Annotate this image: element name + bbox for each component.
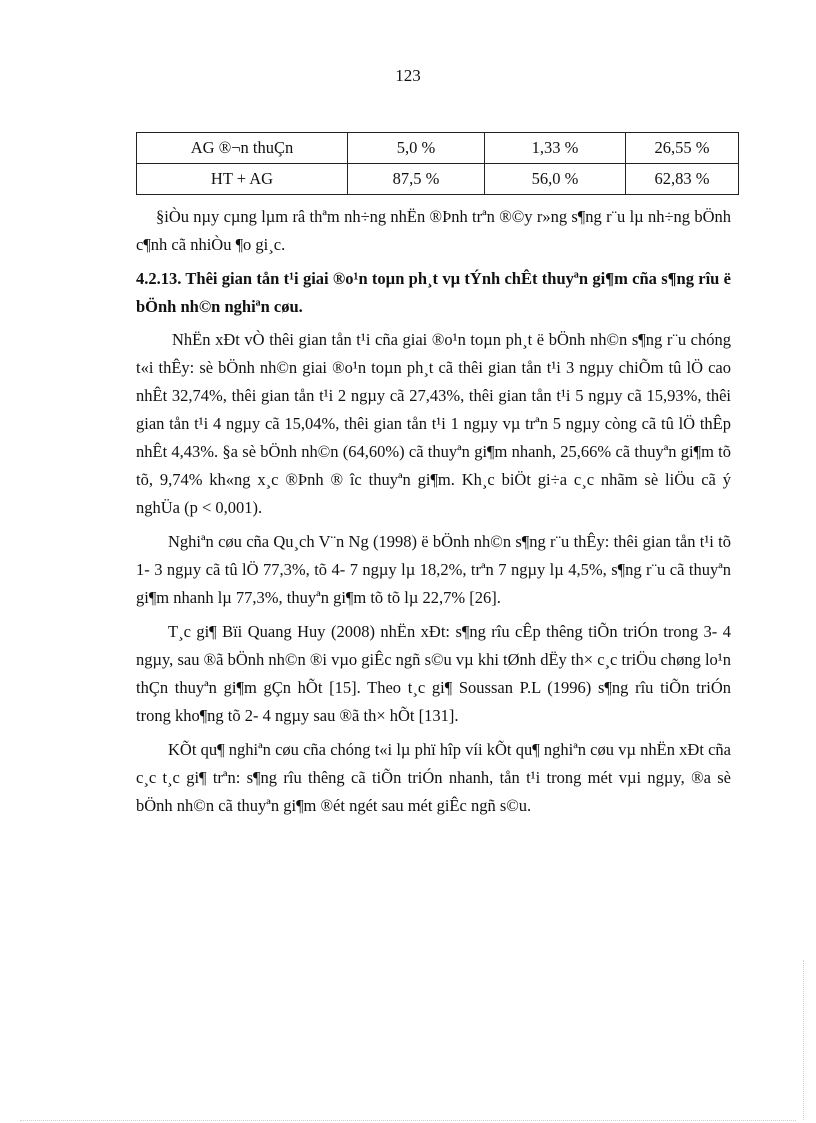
body-text xyxy=(136,203,731,826)
table-cell: 26,55 % xyxy=(626,133,739,164)
page-border-dotted xyxy=(20,1120,796,1121)
table-cell: 5,0 % xyxy=(348,133,485,164)
table-cell: 62,83 % xyxy=(626,164,739,195)
table-cell: AG ®¬n thuÇn xyxy=(137,133,348,164)
page-border-dotted xyxy=(803,960,804,1120)
table-cell: 87,5 % xyxy=(348,164,485,195)
paragraph: Nghiªn cøu cña Qu¸ch V¨n Ng (1998) ë bÖnh nh©n s¶ng r¨u thÊy: thêi gian tån t¹i tõ 1- 3 ngµy cã tû lÖ 77,3%, tõ 4- 7 ngµy lµ 18,2%, trªn 7 ngµy lµ 4,5%, s¶ng r¨u cã thuyªn gi¶m nhanh lµ 77,3%, thuyªn gi¶m tõ tõ lµ 22,7% [26]. xyxy=(136,532,731,607)
results-table xyxy=(136,132,739,195)
paragraph: NhËn xÐt vÒ thêi gian tån t¹i cña giai ®o¹n toµn ph¸t ë bÖnh nh©n s¶ng r¨u chóng t«i thÊy: sè bÖnh nh©n giai ®o¹n toµn ph¸t cã thêi gian tån t¹i 3 ngµy chiÕm tû lÖ cao nhÊt 32,74%, thêi gian tån t¹i 2 ngµy cã 27,43%, thêi gian tån t¹i 5 ngµy cã 15,93%, thêi gian tån t¹i 4 ngµy cã 15,04%, thêi gian tån t¹i 1 ngµy vµ trªn 5 ngµy còng cã tû lÖ thÊp nhÊt 4,43%. §a sè bÖnh nh©n (64,60%) cã thuyªn gi¶m nhanh, 25,66% cã thuyªn gi¶m tõ tõ, 9,74% kh«ng x¸c ®Þnh ® îc thuyªn gi¶m. Kh¸c biÖt gi÷a c¸c nhãm sè liÖu cã ý nghÜa (p < 0,001). xyxy=(136,330,731,517)
table-row xyxy=(137,164,739,195)
table-cell: 1,33 % xyxy=(485,133,626,164)
table-row xyxy=(137,133,739,164)
page-number: 123 xyxy=(395,66,421,85)
paragraph: KÕt qu¶ nghiªn cøu cña chóng t«i lµ phï hîp víi kÕt qu¶ nghiªn cøu vµ nhËn xÐt cña c¸c t¸c gi¶ trªn: s¶ng rîu thêng cã tiÕn triÓn nhanh, tån t¹i trong mét vµi ngµy, ®a sè bÖnh nh©n cã thuyªn gi¶m ®ét ngét sau mét giÊc ngñ s©u. xyxy=(136,740,731,815)
section-heading: 4.2.13. Thêi gian tån t¹i giai ®o¹n toµn ph¸t vµ tÝnh chÊt thuyªn gi¶m cña s¶ng rîu ë bÖnh nh©n nghiªn cøu. xyxy=(136,269,731,316)
paragraph: §iÒu nµy cµng lµm râ thªm nh÷ng nhËn ®Þnh trªn ®©y r»ng s¶ng r¨u lµ nh÷ng bÖnh c¶nh cã nhiÒu ¶o gi¸c. xyxy=(136,207,731,254)
table-cell: 56,0 % xyxy=(485,164,626,195)
paragraph: T¸c gi¶ Bïi Quang Huy (2008) nhËn xÐt: s¶ng rîu cÊp thêng tiÕn triÓn trong 3- 4 ngµy, sau ®ã bÖnh nh©n ®i vµo giÊc ngñ s©u vµ khi tØnh dËy th× c¸c triÖu chøng lo¹n thÇn thuyªn gi¶m gÇn hÕt [15]. Theo t¸c gi¶ Soussan P.L (1996) s¶ng rîu tiÕn triÓn trong kho¶ng tõ 2- 4 ngµy sau ®ã th× hÕt [131]. xyxy=(136,622,731,725)
table-cell: HT + AG xyxy=(137,164,348,195)
